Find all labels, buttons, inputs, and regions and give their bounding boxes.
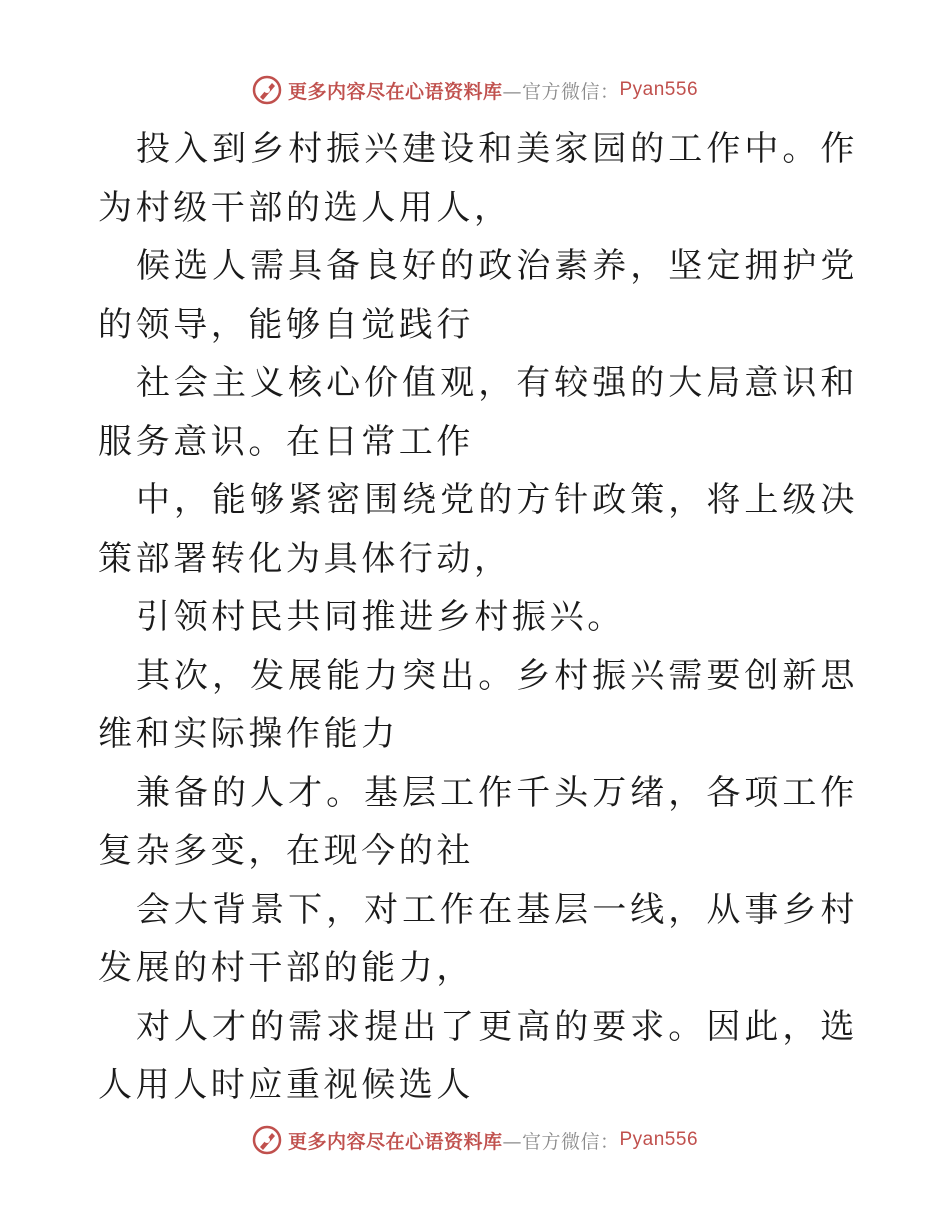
watermark-wechat-label: —官方微信： [502, 1130, 620, 1153]
paragraph: 投入到乡村振兴建设和美家园的工作中。作为村级干部的选人用人， [98, 129, 858, 228]
pen-logo-icon [252, 1125, 282, 1155]
paragraph: 其次，发展能力突出。乡村振兴需要创新思维和实际操作能力 [98, 655, 858, 754]
watermark-brand-text: 更多内容尽在心语资料库 [287, 1130, 503, 1153]
pen-logo-icon [252, 75, 282, 105]
watermark-wechat-id: Pyan556 [619, 79, 699, 100]
paragraph: 兼备的人才。基层工作千头万绪，各项工作复杂多变，在现今的社 [98, 772, 858, 871]
watermark-wechat-label: —官方微信： [502, 80, 620, 103]
paragraph: 引领村民共同推进乡村振兴。 [136, 597, 625, 637]
paragraph: 中，能够紧密围绕党的方针政策，将上级决策部署转化为具体行动， [98, 480, 858, 579]
header-watermark [0, 72, 950, 108]
watermark-wechat-id: Pyan556 [619, 1129, 699, 1150]
paragraph: 社会主义核心价值观，有较强的大局意识和服务意识。在日常工作 [98, 363, 858, 462]
paragraph: 会大背景下，对工作在基层一线，从事乡村发展的村干部的能力， [98, 889, 858, 988]
document-body [98, 120, 858, 1115]
paragraph: 候选人需具备良好的政治素养，坚定拥护党的领导，能够自觉践行 [98, 246, 858, 345]
footer-watermark [0, 1122, 950, 1158]
watermark-brand-text: 更多内容尽在心语资料库 [287, 80, 503, 103]
paragraph: 对人才的需求提出了更高的要求。因此，选人用人时应重视候选人 [98, 1006, 858, 1105]
